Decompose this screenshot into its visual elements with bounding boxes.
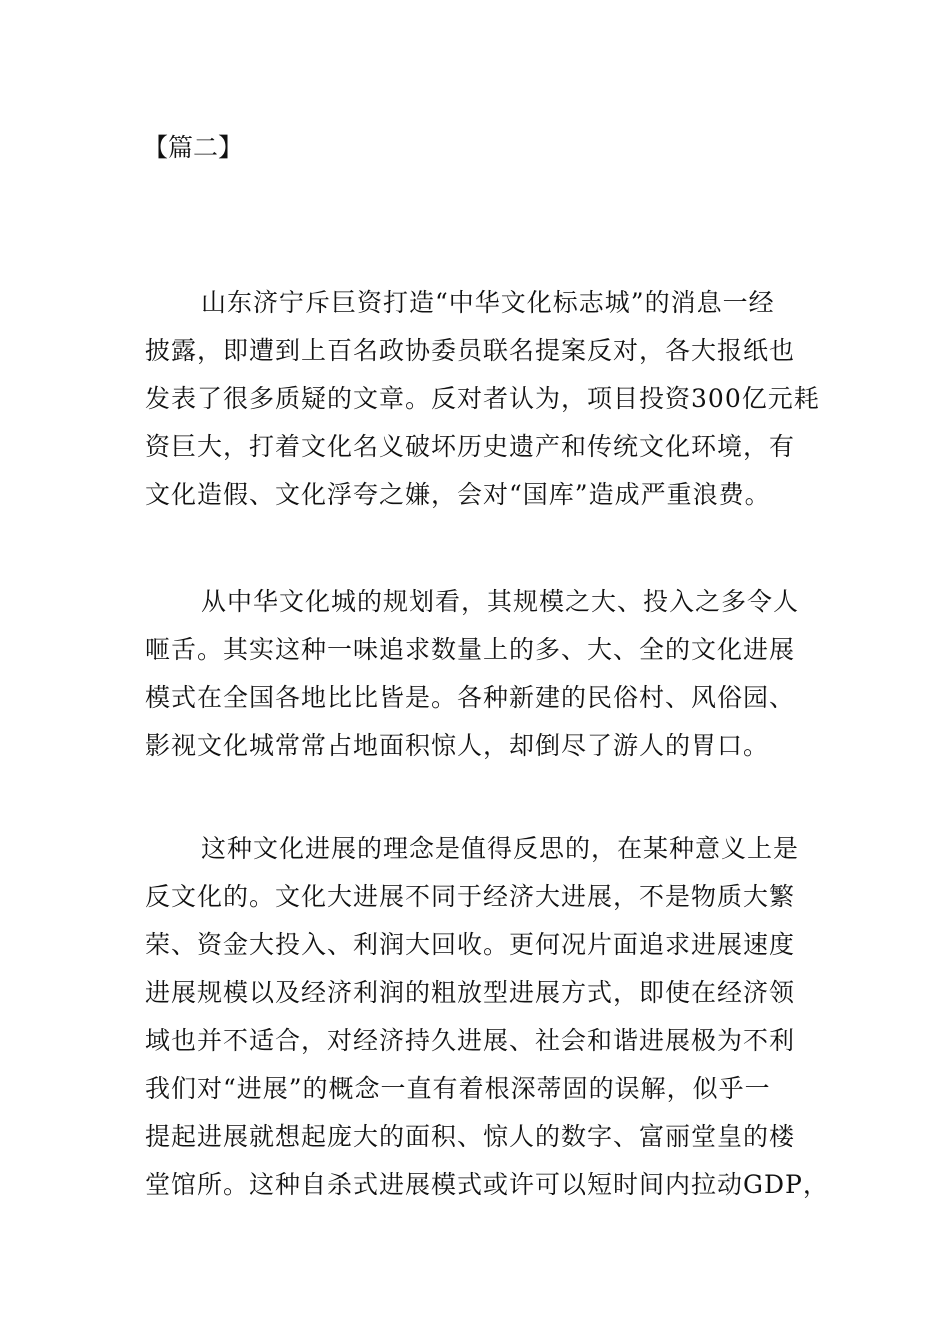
paragraph-line: 进展规模以及经济利润的粗放型进展方式，即使在经济领 — [145, 978, 796, 1007]
paragraph-1 — [145, 279, 820, 519]
paragraph-line: 荣、资金大投入、利润大回收。更何况片面追求进展速度 — [145, 930, 796, 959]
paragraph-line: 我们对“进展”的概念一直有着根深蒂固的误解，似乎一 — [145, 1074, 771, 1103]
paragraph-line: 模式在全国各地比比皆是。各种新建的民俗村、风俗园、 — [145, 683, 796, 712]
paragraph-line: 资巨大，打着文化名义破坏历史遗产和传统文化环境，有 — [145, 432, 796, 461]
paragraph-3 — [145, 825, 829, 1209]
paragraph-2 — [145, 578, 810, 770]
paragraph-line: 域也并不适合，对经济持久进展、社会和谐进展极为不利 — [145, 1026, 796, 1055]
paragraph-line: 披露，即遭到上百名政协委员联名提案反对，各大报纸也 — [145, 336, 796, 365]
paragraph-line: 发表了很多质疑的文章。反对者认为，项目投资300亿元耗 — [145, 384, 820, 413]
paragraph-line: 反文化的。文化大进展不同于经济大进展，不是物质大繁 — [145, 882, 796, 911]
paragraph-line: 山东济宁斥巨资打造“中华文化标志城”的消息一经 — [201, 288, 775, 317]
paragraph-line: 堂馆所。这种自杀式进展模式或许可以短时间内拉动GDP， — [145, 1170, 829, 1199]
paragraph-line: 这种文化进展的理念是值得反思的，在某种意义上是 — [201, 834, 800, 863]
paragraph-line: 从中华文化城的规划看，其规模之大、投入之多令人 — [201, 587, 800, 616]
paragraph-line: 咂舌。其实这种一味追求数量上的多、大、全的文化进展 — [145, 635, 796, 664]
paragraph-line: 提起进展就想起庞大的面积、惊人的数字、富丽堂皇的楼 — [145, 1122, 796, 1151]
paragraph-line: 影视文化城常常占地面积惊人，却倒尽了游人的胃口。 — [145, 731, 770, 760]
paragraph-line: 文化造假、文化浮夸之嫌，会对“国库”造成严重浪费。 — [145, 480, 771, 509]
section-heading: 【篇二】 — [143, 133, 244, 162]
